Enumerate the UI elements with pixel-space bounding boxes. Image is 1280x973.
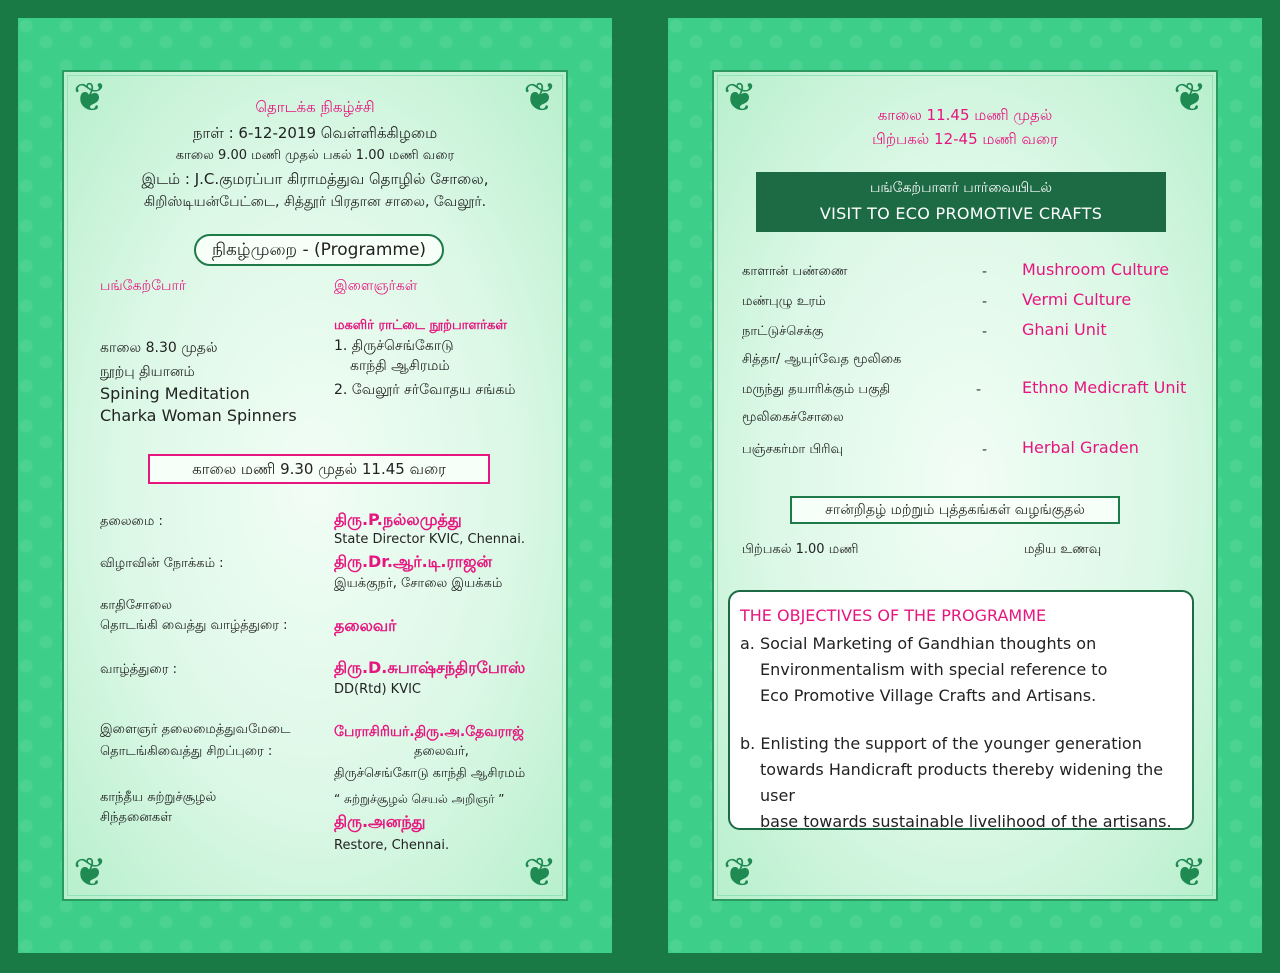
visit-banner-english: VISIT TO ECO PROMOTIVE CRAFTS xyxy=(819,204,1103,223)
left-panel xyxy=(62,70,568,901)
person-eco-desc: Restore, Chennai. xyxy=(334,838,450,853)
participants-label: பங்கேற்போர் xyxy=(100,278,187,294)
date-line: நாள் : 6-12-2019 வெள்ளிக்கிழமை xyxy=(192,124,438,142)
person-youth-desc1: தலைவர், xyxy=(414,744,469,759)
objective-b xyxy=(740,731,1182,835)
certificate-label: சான்றிதழ் மற்றும் புத்தகங்கள் வழங்குதல் xyxy=(790,496,1120,524)
person-eco: திரு.அனந்து xyxy=(334,812,426,831)
org1-line1: 1. திருச்செங்கோடு xyxy=(334,338,454,354)
objective-a xyxy=(740,631,1182,709)
ornament-icon: ❦ xyxy=(1173,850,1207,896)
visit-item-tamil: நாட்டுச்செக்கு xyxy=(742,324,824,339)
visit-item-tamil: மூலிகைச்சோலை xyxy=(742,410,844,425)
visit-item-dash: - xyxy=(982,264,988,280)
visit-item-tamil: சித்தா/ ஆயுர்வேத மூலிகை xyxy=(742,352,902,367)
visit-item-english: Vermi Culture xyxy=(1022,290,1132,309)
visit-item-tamil: மருந்து தயாரிக்கும் பகுதி xyxy=(742,382,891,397)
role-eco-a: காந்தீய சுற்றுச்சூழல் xyxy=(100,790,217,805)
person-chair-desc: State Director KVIC, Chennai. xyxy=(334,532,525,547)
objective-a-line3: Eco Promotive Village Crafts and Artisans. xyxy=(760,686,1097,705)
visit-item-dash: - xyxy=(982,294,988,310)
person-greeting: திரு.D.சுபாஷ்சந்திரபோஸ் xyxy=(334,658,526,677)
ornament-icon: ❦ xyxy=(723,75,757,121)
person-purpose: திரு.Dr.ஆர்.டி.ராஜன் xyxy=(334,552,492,571)
ornament-icon: ❦ xyxy=(73,75,107,121)
left-page xyxy=(18,18,612,953)
visit-time-line2: பிற்பகல் 12-45 மணி வரை xyxy=(872,130,1058,148)
person-eco-title: “ சுற்றுச்சூழல் செயல் அறிஞர் ” xyxy=(334,792,505,806)
visit-item-english: Ethno Medicraft Unit xyxy=(1022,378,1187,397)
visit-item-english: Mushroom Culture xyxy=(1022,260,1170,279)
role-greeting: வாழ்த்துரை : xyxy=(100,662,177,677)
role-eco-b: சிந்தனைகள் xyxy=(100,810,172,825)
women-spinners-label: மகளிர் ராட்டை நூற்பாளர்கள் xyxy=(334,318,508,333)
objective-a-line2: Environmentalism with special reference to xyxy=(760,660,1108,679)
ornament-icon: ❦ xyxy=(1173,75,1207,121)
lunch-time: பிற்பகல் 1.00 மணி xyxy=(742,542,859,557)
visit-item-english: Ghani Unit xyxy=(1022,320,1107,339)
visit-time-line1: காலை 11.45 மணி முதல் xyxy=(877,106,1053,124)
visit-banner-tamil: பங்கேற்பாளர் பார்வையிடல் xyxy=(869,180,1053,196)
visit-banner xyxy=(756,172,1166,232)
person-khadi: தலைவர் xyxy=(334,616,397,635)
programme-label: நிகழ்முறை - (Programme) xyxy=(194,234,444,266)
visit-item-dash: - xyxy=(982,442,988,458)
youth-label: இளைஞர்கள் xyxy=(334,278,418,294)
role-khadi-b: தொடங்கி வைத்து வாழ்த்துரை : xyxy=(100,618,288,633)
objective-b-line3: base towards sustainable livelihood of the artisans. xyxy=(760,812,1172,831)
objectives-box xyxy=(728,590,1194,830)
role-purpose: விழாவின் நோக்கம் : xyxy=(100,556,224,571)
person-youth: பேராசிரியர்.திரு.அ.தேவராஜ் xyxy=(334,724,524,740)
right-page xyxy=(668,18,1262,953)
visit-item-tamil: பஞ்சகர்மா பிரிவு xyxy=(742,442,843,457)
right-panel xyxy=(712,70,1218,901)
ornament-icon: ❦ xyxy=(523,75,557,121)
venue-line-1: இடம் : J.C.குமரப்பா கிராமத்துவ தொழில் சோலை, xyxy=(141,170,489,188)
morning-line3: Spining Meditation xyxy=(100,384,250,403)
visit-item-english: Herbal Graden xyxy=(1022,438,1139,457)
morning-line4: Charka Woman Spinners xyxy=(100,406,297,425)
objective-b-line1: b. Enlisting the support of the younger generation xyxy=(740,734,1142,753)
venue-line-2: கிறிஸ்டியன்பேட்டை, சித்தூர் பிரதான சாலை, வேலூர். xyxy=(143,194,487,210)
visit-item-tamil: காளான் பண்ணை xyxy=(742,264,848,279)
time-line: காலை 9.00 மணி முதல் பகல் 1.00 மணி வரை xyxy=(175,148,455,163)
role-khadi-a: காதிசோலை xyxy=(100,598,173,613)
objectives-title: THE OBJECTIVES OF THE PROGRAMME xyxy=(740,606,1047,625)
visit-item-tamil: மண்புழு உரம் xyxy=(742,294,826,309)
person-greeting-desc: DD(Rtd) KVIC xyxy=(334,682,422,697)
org1-line2: காந்தி ஆசிரமம் xyxy=(350,358,450,374)
person-youth-desc2: திருச்செங்கோடு காந்தி ஆசிரமம் xyxy=(334,766,526,781)
role-youth-b: தொடங்கிவைத்து சிறப்புரை : xyxy=(100,744,273,759)
person-purpose-desc: இயக்குநர், சோலை இயக்கம் xyxy=(334,576,503,591)
role-chair: தலைமை : xyxy=(100,514,163,529)
ornament-icon: ❦ xyxy=(523,850,557,896)
visit-item-dash: - xyxy=(982,324,988,340)
objective-b-line2: towards Handicraft products thereby widening the user xyxy=(760,760,1164,805)
morning-line1: காலை 8.30 முதல் xyxy=(100,340,218,356)
morning-line2: நூற்பு தியானம் xyxy=(100,364,195,380)
org2: 2. வேலூர் சர்வோதய சங்கம் xyxy=(334,382,516,398)
session-time: காலை மணி 9.30 முதல் 11.45 வரை xyxy=(148,454,490,484)
objective-a-line1: a. Social Marketing of Gandhian thoughts on xyxy=(740,634,1097,653)
person-chair: திரு.P.நல்லமுத்து xyxy=(334,510,462,529)
opening-title: தொடக்க நிகழ்ச்சி xyxy=(255,98,375,116)
visit-item-dash: - xyxy=(976,382,982,398)
ornament-icon: ❦ xyxy=(73,850,107,896)
lunch-label: மதிய உணவு xyxy=(1024,542,1102,557)
ornament-icon: ❦ xyxy=(723,850,757,896)
role-youth-a: இளைஞர் தலைமைத்துவமேடை xyxy=(100,722,291,737)
